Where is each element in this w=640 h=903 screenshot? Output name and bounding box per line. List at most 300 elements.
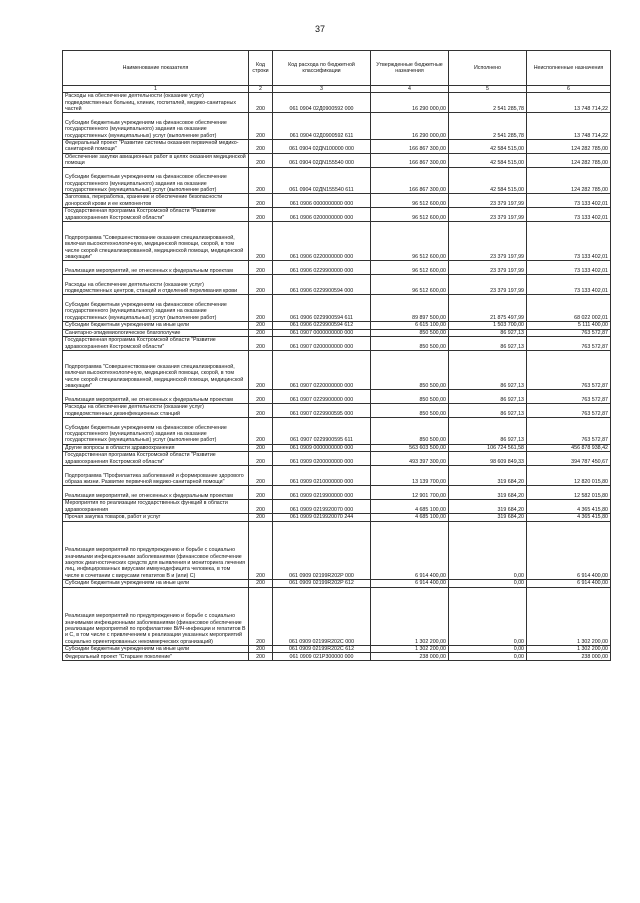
row-executed: [449, 275, 527, 295]
row-budget-code-text: 061 0907 0229900595 611: [290, 437, 353, 444]
row-unexecuted: [527, 153, 611, 167]
row-executed: [449, 580, 527, 588]
column-number: 2: [249, 86, 273, 93]
row-approved: [371, 580, 449, 588]
row-unexecuted-text: 6 914 400,00: [577, 580, 608, 587]
row-executed-text: 0,00: [513, 572, 524, 579]
row-line-code-text: 200: [256, 437, 265, 444]
row-budget-code-text: 061 0906 0229900594 611: [290, 314, 353, 321]
row-approved: [371, 521, 449, 579]
header-name: Наименование показателя: [63, 51, 249, 86]
row-name: [63, 329, 249, 337]
row-unexecuted-text: 1 302 200,00: [577, 646, 608, 653]
row-executed-text: 86 927,13: [500, 396, 524, 403]
row-line-code: [249, 322, 273, 330]
row-unexecuted: [527, 514, 611, 522]
row-line-code: [249, 486, 273, 500]
row-unexecuted-text: 124 282 785,00: [571, 146, 608, 153]
row-line-code: [249, 194, 273, 208]
row-budget-code: [273, 418, 371, 445]
row-executed: [449, 444, 527, 452]
row-name-text: Реализация мероприятий, не отнесенных к федеральным проектам: [65, 396, 233, 403]
row-unexecuted: [527, 466, 611, 486]
table-row: [63, 390, 611, 404]
row-unexecuted: [527, 139, 611, 153]
header-row: [63, 51, 611, 86]
column-number: 5: [449, 86, 527, 93]
row-budget-code-text: 061 0904 02Д0900592 000: [289, 105, 354, 112]
row-line-code: [249, 329, 273, 337]
row-name: [63, 295, 249, 322]
table-row: [63, 93, 611, 113]
row-budget-code-text: 061 0907 0229900595 000: [289, 410, 354, 417]
row-name-text: Государственная программа Костромской области "Развитие здравоохранения Костромской области": [65, 452, 216, 465]
row-budget-code: [273, 329, 371, 337]
row-unexecuted: [527, 322, 611, 330]
row-unexecuted-text: 5 111 400,00: [577, 322, 608, 329]
row-name-text: Заготовка, переработка, хранение и обеспечение безопасности донорской крови и ее компонентов: [65, 194, 223, 207]
row-budget-code: [273, 390, 371, 404]
row-executed: [449, 222, 527, 261]
row-approved: [371, 167, 449, 194]
table-row: [63, 351, 611, 390]
row-executed-text: 86 927,13: [500, 437, 524, 444]
row-approved-text: 6 914 400,00: [415, 572, 446, 579]
header-executed: Исполнено: [449, 51, 527, 86]
row-unexecuted: [527, 93, 611, 113]
row-executed-text: 42 584 515,00: [490, 160, 524, 167]
row-unexecuted: [527, 167, 611, 194]
row-approved-text: 1 302 200,00: [415, 638, 446, 645]
row-budget-code: [273, 153, 371, 167]
row-executed: [449, 390, 527, 404]
row-name-text: Государственная программа Костромской области "Развитие здравоохранения Костромской области": [65, 208, 216, 221]
row-approved-text: 1 302 200,00: [415, 646, 446, 653]
row-approved-text: 12 901 700,00: [412, 492, 446, 499]
row-executed-text: 0,00: [513, 653, 524, 660]
row-unexecuted: [527, 337, 611, 351]
row-unexecuted-text: 1 302 200,00: [577, 638, 608, 645]
row-executed-text: 319 684,20: [497, 479, 524, 486]
table-row: [63, 222, 611, 261]
row-executed: [449, 337, 527, 351]
row-budget-code-text: 061 0909 0210000000 000: [289, 479, 354, 486]
row-unexecuted: [527, 486, 611, 500]
page-number: 37: [314, 24, 325, 34]
row-line-code: [249, 208, 273, 222]
row-line-code-text: 200: [256, 253, 265, 260]
row-budget-code-text: 061 0907 0220000000 000: [289, 382, 354, 389]
row-executed: [449, 208, 527, 222]
row-line-code-text: 200: [256, 646, 265, 653]
row-approved-text: 850 500,00: [419, 396, 446, 403]
row-name: [63, 322, 249, 330]
row-name: [63, 390, 249, 404]
budget-report-table: [62, 50, 611, 661]
row-line-code-text: 200: [256, 653, 265, 660]
row-budget-code: [273, 139, 371, 153]
row-budget-code-text: 061 0909 0219920070 000: [289, 506, 354, 513]
row-unexecuted: [527, 275, 611, 295]
row-line-code-text: 200: [256, 572, 265, 579]
row-name: [63, 580, 249, 588]
row-line-code-text: 200: [256, 410, 265, 417]
row-budget-code: [273, 486, 371, 500]
row-name-text: Субсидии бюджетным учреждениям на финансовое обеспечение государственного (муниципального) задания на оказание государственных (муниципальных) услуг (выполнение работ): [65, 424, 227, 444]
row-approved: [371, 500, 449, 514]
row-line-code-text: 200: [256, 458, 265, 465]
row-line-code: [249, 295, 273, 322]
report-body: [63, 93, 611, 661]
row-line-code: [249, 452, 273, 466]
row-budget-code: [273, 404, 371, 418]
row-unexecuted: [527, 329, 611, 337]
table-row: [63, 275, 611, 295]
row-approved: [371, 295, 449, 322]
row-executed-text: 98 609 849,33: [490, 458, 524, 465]
row-budget-code: [273, 587, 371, 645]
row-unexecuted-text: 763 572,87: [581, 343, 608, 350]
row-budget-code-text: 061 0909 0200000000 000: [289, 458, 354, 465]
row-name: [63, 351, 249, 390]
row-approved: [371, 113, 449, 140]
row-line-code: [249, 500, 273, 514]
row-unexecuted: [527, 444, 611, 452]
row-approved-text: 4 685 100,00: [415, 514, 446, 521]
row-approved: [371, 153, 449, 167]
row-executed: [449, 466, 527, 486]
row-executed-text: 86 927,13: [500, 343, 524, 350]
row-line-code: [249, 337, 273, 351]
row-budget-code: [273, 452, 371, 466]
row-budget-code: [273, 500, 371, 514]
row-unexecuted: [527, 261, 611, 275]
row-budget-code-text: 061 0909 0000000000 000: [289, 444, 354, 451]
row-executed-text: 23 379 197,99: [490, 214, 524, 221]
row-unexecuted-text: 238 000,00: [581, 653, 608, 660]
row-executed-text: 86 927,13: [500, 329, 524, 336]
row-unexecuted: [527, 194, 611, 208]
row-approved-text: 13 139 700,00: [412, 479, 446, 486]
row-budget-code-text: 061 0909 02199R202P 000: [289, 572, 354, 579]
row-executed: [449, 113, 527, 140]
row-unexecuted: [527, 500, 611, 514]
row-executed: [449, 521, 527, 579]
row-unexecuted-text: 763 572,87: [581, 382, 608, 389]
row-name-text: Реализация мероприятий по предупреждению и борьбе с социально значимыми инфекционными заболеваниями (финансовое обеспечение реализации мероприятий по профилактике ВИЧ-инфекции и гепатитов В и С, в том числе с привлечением к реализации указанных мероприятий социально ориентированных некоммерческих организаций): [65, 613, 246, 645]
row-approved: [371, 645, 449, 653]
row-unexecuted-text: 12 582 015,80: [574, 492, 608, 499]
row-name-text: Мероприятия по реализации государственных функций в области здравоохранения: [65, 500, 228, 513]
row-name-text: Подпрограмма "Совершенствование оказания специализированной, включая высокотехнологичную, медицинской помощи, скорой, в том числе скорой специализированной, медицинской помощи, медицинской эвакуации": [65, 234, 244, 260]
row-executed: [449, 486, 527, 500]
table-row: [63, 113, 611, 140]
row-unexecuted: [527, 580, 611, 588]
row-line-code: [249, 521, 273, 579]
row-name-text: Прочая закупка товаров, работ и услуг: [65, 514, 161, 521]
row-budget-code-text: 061 0906 0200000000 000: [289, 214, 354, 221]
row-approved: [371, 322, 449, 330]
row-approved: [371, 275, 449, 295]
row-approved-text: 96 512 600,00: [412, 214, 446, 221]
row-line-code: [249, 587, 273, 645]
row-name-text: Расходы на обеспечение деятельности (оказание услуг) подведомственных больниц, клиник, госпиталей, медико-санитарных частей: [65, 93, 236, 112]
row-line-code-text: 200: [256, 396, 265, 403]
row-name-text: Обеспечение закупки авиационных работ в целях оказания медицинской помощи: [65, 153, 246, 167]
row-approved: [371, 390, 449, 404]
row-unexecuted-text: 763 572,87: [581, 396, 608, 403]
row-executed-text: 42 584 515,00: [490, 186, 524, 193]
table-row: [63, 261, 611, 275]
row-line-code-text: 200: [256, 580, 265, 587]
row-unexecuted: [527, 418, 611, 445]
row-line-code: [249, 222, 273, 261]
row-line-code-text: 200: [256, 132, 265, 139]
row-name: [63, 521, 249, 579]
row-budget-code-text: 061 0906 0229900594 612: [289, 322, 354, 329]
row-name-text: Другие вопросы в области здравоохранения: [65, 444, 175, 451]
row-approved-text: 166 867 300,00: [409, 186, 446, 193]
row-executed: [449, 452, 527, 466]
row-unexecuted: [527, 390, 611, 404]
row-executed: [449, 404, 527, 418]
row-unexecuted: [527, 587, 611, 645]
row-approved-text: 850 500,00: [419, 329, 446, 336]
table-row: [63, 486, 611, 500]
row-approved-text: 6 914 400,00: [415, 580, 446, 587]
row-approved: [371, 139, 449, 153]
row-budget-code: [273, 351, 371, 390]
row-unexecuted: [527, 645, 611, 653]
row-executed-text: 23 379 197,99: [490, 200, 524, 207]
row-approved: [371, 351, 449, 390]
row-budget-code: [273, 322, 371, 330]
row-line-code-text: 200: [256, 322, 265, 329]
row-name: [63, 275, 249, 295]
row-unexecuted-text: 4 365 415,80: [577, 514, 608, 521]
row-line-code: [249, 645, 273, 653]
row-executed: [449, 500, 527, 514]
row-line-code-text: 200: [256, 314, 265, 321]
row-unexecuted-text: 12 820 015,80: [574, 479, 608, 486]
row-line-code-text: 200: [256, 214, 265, 221]
row-approved-text: 96 512 600,00: [412, 200, 446, 207]
row-executed-text: 42 584 515,00: [490, 146, 524, 153]
row-unexecuted: [527, 521, 611, 579]
row-unexecuted-text: 73 133 402,01: [574, 200, 608, 207]
row-approved-text: 166 867 300,00: [409, 160, 446, 167]
row-executed-text: 2 541 285,78: [493, 132, 524, 139]
row-line-code-text: 200: [256, 329, 265, 336]
row-budget-code: [273, 93, 371, 113]
row-name: [63, 167, 249, 194]
row-executed: [449, 514, 527, 522]
row-name: [63, 444, 249, 452]
row-line-code-text: 200: [256, 160, 265, 167]
row-budget-code: [273, 580, 371, 588]
row-approved-text: 96 512 600,00: [412, 288, 446, 295]
row-budget-code: [273, 113, 371, 140]
row-budget-code: [273, 167, 371, 194]
row-budget-code-text: 061 0906 0229900594 000: [289, 288, 354, 295]
row-name-text: Федеральный проект "Развитие системы оказания первичной медико-санитарной помощи": [65, 140, 239, 153]
row-name-text: Государственная программа Костромской области "Развитие здравоохранения Костромской области": [65, 337, 216, 350]
row-executed-text: 2 541 285,78: [493, 105, 524, 112]
table-row: [63, 452, 611, 466]
row-name-text: Субсидии бюджетным учреждениям на иные цели: [65, 580, 190, 587]
row-approved: [371, 337, 449, 351]
row-name: [63, 261, 249, 275]
column-number: 1: [63, 86, 249, 93]
row-name: [63, 500, 249, 514]
row-approved: [371, 653, 449, 661]
row-approved: [371, 329, 449, 337]
row-executed-text: 23 379 197,99: [490, 267, 524, 274]
row-line-code-text: 200: [256, 479, 265, 486]
row-line-code-text: 200: [256, 186, 265, 193]
row-approved-text: 563 603 500,00: [409, 444, 446, 451]
row-line-code-text: 200: [256, 146, 265, 153]
row-budget-code: [273, 295, 371, 322]
row-budget-code-text: 061 0909 02199R202P 612: [289, 580, 354, 587]
row-name: [63, 113, 249, 140]
row-name-text: Санитарно-эпидемиологическое благополучие: [65, 329, 181, 336]
row-budget-code: [273, 444, 371, 452]
row-budget-code: [273, 261, 371, 275]
row-line-code: [249, 351, 273, 390]
table-row: [63, 295, 611, 322]
row-budget-code-text: 061 0904 02Д0900592 611: [289, 132, 354, 139]
row-executed: [449, 329, 527, 337]
table-row: [63, 444, 611, 452]
row-budget-code-text: 061 0909 0219900000 000: [289, 492, 354, 499]
table-row: [63, 418, 611, 445]
row-line-code-text: 200: [256, 382, 265, 389]
row-unexecuted-text: 6 914 400,00: [577, 572, 608, 579]
row-approved-text: 238 000,00: [419, 653, 446, 660]
row-line-code: [249, 514, 273, 522]
row-unexecuted-text: 124 282 785,00: [571, 160, 608, 167]
row-line-code-text: 200: [256, 492, 265, 499]
table-row: [63, 645, 611, 653]
row-approved-text: 96 512 600,00: [412, 267, 446, 274]
row-budget-code-text: 061 0904 02ДN155540 000: [289, 160, 354, 167]
row-executed-text: 319 684,20: [497, 492, 524, 499]
header-unexecuted: Неисполненные назначения: [527, 51, 611, 86]
row-executed: [449, 167, 527, 194]
table-row: [63, 653, 611, 661]
row-approved: [371, 222, 449, 261]
row-executed-text: 0,00: [513, 638, 524, 645]
row-unexecuted-text: 763 572,87: [581, 437, 608, 444]
row-unexecuted-text: 13 748 714,22: [574, 105, 608, 112]
row-approved-text: 166 867 300,00: [409, 146, 446, 153]
table-row: [63, 521, 611, 579]
row-unexecuted-text: 4 365 415,80: [577, 506, 608, 513]
row-budget-code-text: 061 0907 0000000000 000: [289, 329, 354, 336]
row-name: [63, 653, 249, 661]
row-name: [63, 452, 249, 466]
row-approved: [371, 444, 449, 452]
row-executed: [449, 261, 527, 275]
row-name: [63, 194, 249, 208]
header-budget-code: Код расхода по бюджетной классификации: [273, 51, 371, 86]
row-line-code-text: 200: [256, 105, 265, 112]
row-name-text: Субсидии бюджетным учреждениям на финансовое обеспечение государственного (муниципального) задания на оказание государственных (муниципальных) услуг (выполнение работ): [65, 302, 227, 321]
row-approved: [371, 452, 449, 466]
row-approved-text: 16 290 000,00: [412, 105, 446, 112]
row-line-code: [249, 466, 273, 486]
row-unexecuted: [527, 208, 611, 222]
row-executed: [449, 139, 527, 153]
row-executed: [449, 93, 527, 113]
table-row: [63, 587, 611, 645]
row-unexecuted-text: 763 572,87: [581, 410, 608, 417]
row-budget-code-text: 061 0906 0220000000 000: [289, 253, 354, 260]
row-approved-text: 6 615 100,00: [415, 322, 446, 329]
row-budget-code: [273, 337, 371, 351]
row-approved: [371, 208, 449, 222]
table-row: [63, 514, 611, 522]
row-approved: [371, 93, 449, 113]
row-approved-text: 493 397 300,00: [409, 458, 446, 465]
row-executed: [449, 351, 527, 390]
row-name-text: Реализация мероприятий, не отнесенных к федеральным проектам: [65, 267, 233, 274]
row-executed: [449, 322, 527, 330]
row-unexecuted-text: 73 133 402,01: [574, 288, 608, 295]
row-approved-text: 850 500,00: [419, 382, 446, 389]
row-budget-code: [273, 645, 371, 653]
row-unexecuted-text: 73 133 402,01: [574, 253, 608, 260]
row-unexecuted-text: 13 748 714,22: [574, 132, 608, 139]
table-row: [63, 466, 611, 486]
row-executed-text: 23 379 197,99: [490, 288, 524, 295]
row-name-text: Субсидии бюджетным учреждениям на финансовое обеспечение государственного (муниципального) задания на оказание государственных (муниципальных) услуг (выполнение работ): [65, 119, 227, 139]
table-row: [63, 580, 611, 588]
row-approved-text: 89 897 500,00: [412, 314, 446, 321]
row-name: [63, 645, 249, 653]
row-name-text: Реализация мероприятий по предупреждению и борьбе с социально значимыми инфекционными заболеваниями (финансовое обеспечение закупок диагностических средств для выявления и мониторинга лечения лиц, инфицированных вирусами иммунодефицита человека, в том числе в сочетании с вирусами гепатитов В и (или) С): [65, 547, 246, 579]
row-budget-code-text: 061 0907 0229900000 000: [289, 396, 354, 403]
row-name-text: Федеральный проект "Старшее поколение": [65, 653, 173, 660]
row-line-code: [249, 261, 273, 275]
row-budget-code: [273, 194, 371, 208]
row-budget-code-text: 061 0906 0229900000 000: [289, 267, 354, 274]
row-line-code: [249, 139, 273, 153]
row-executed: [449, 587, 527, 645]
row-line-code: [249, 153, 273, 167]
row-name-text: Субсидии бюджетным учреждениям на финансовое обеспечение государственного (муниципального) задания на оказание государственных (муниципальных) услуг (выполнение работ): [65, 174, 227, 193]
row-approved: [371, 587, 449, 645]
row-executed-text: 86 927,13: [500, 382, 524, 389]
row-unexecuted-text: 68 022 002,01: [574, 314, 608, 321]
row-line-code: [249, 93, 273, 113]
row-name-text: Расходы на обеспечение деятельности (оказание услуг) подведомственных дезинфекционных станций: [65, 404, 204, 417]
row-executed: [449, 153, 527, 167]
row-name: [63, 153, 249, 167]
row-budget-code-text: 061 0907 0200000000 000: [289, 343, 354, 350]
row-unexecuted-text: 763 572,87: [581, 329, 608, 336]
row-budget-code-text: 061 0909 02199R202C 612: [288, 646, 355, 653]
row-unexecuted: [527, 404, 611, 418]
row-budget-code-text: 061 0904 02ДN100000 000: [289, 146, 354, 153]
row-executed-text: 86 927,13: [500, 410, 524, 417]
row-unexecuted: [527, 295, 611, 322]
row-line-code-text: 200: [256, 514, 265, 521]
table-row: [63, 139, 611, 153]
header-line-code: Код строки: [249, 51, 273, 86]
row-name: [63, 93, 249, 113]
